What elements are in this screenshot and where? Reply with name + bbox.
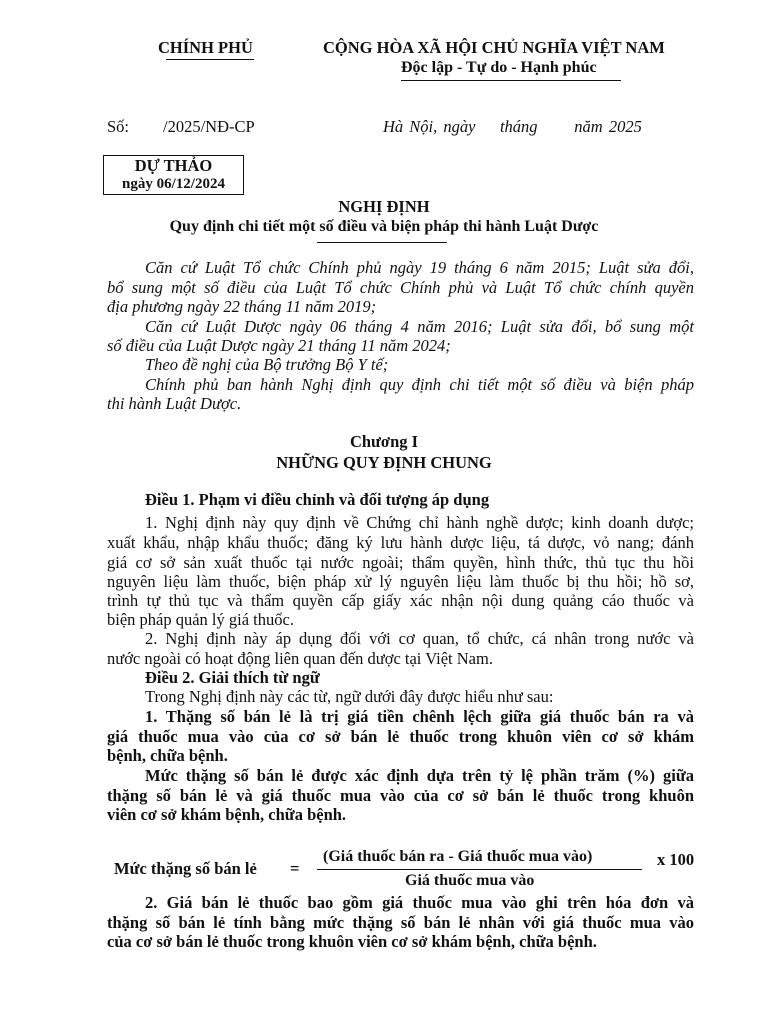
chapter-number: Chương I (349, 432, 419, 451)
draft-label: DỰ THẢO (134, 156, 213, 175)
draft-date: ngày 06/12/2024 (122, 176, 225, 192)
preamble-line: số điều của Luật Dược ngày 21 tháng 11 năm 2024; (107, 336, 451, 355)
document-number: /2025/NĐ-CP (163, 117, 255, 136)
article-line: xuất khẩu, nhập khẩu thuốc; đăng ký lưu hành dược liệu, tá dược, vỏ nang; đánh (107, 533, 694, 552)
article-line: 2. Nghị định này áp dụng đối với cơ quan, tổ chức, cá nhân trong nước và (145, 629, 694, 648)
definition-line: 1. Thặng số bán lẻ là trị giá tiền chênh lệch giữa giá thuốc bán ra và (145, 707, 694, 726)
definition-line: viên cơ sở khám bệnh, chữa bệnh. (107, 805, 347, 824)
national-title: CỘNG HÒA XÃ HỘI CHỦ NGHĨA VIỆT NAM (323, 38, 665, 57)
article-line: biện pháp quản lý giá thuốc. (107, 610, 294, 629)
preamble-line: thi hành Luật Dược. (107, 394, 242, 413)
article-line: nguyên liệu làm thuốc, biện pháp xử lý nguyên liệu làm thuốc bị thu hồi; hồ sơ, (107, 572, 694, 591)
chapter-title: NHỮNG QUY ĐỊNH CHUNG (276, 453, 492, 472)
preamble-line: Theo đề nghị của Bộ trưởng Bộ Y tế; (145, 355, 389, 374)
article-line: 1. Nghị định này quy định về Chứng chỉ hành nghề dược; kinh doanh dược; (145, 513, 694, 532)
preamble-line: địa phương ngày 22 tháng 11 năm 2019; (107, 297, 377, 316)
formula-equals: = (290, 859, 300, 878)
article-intro: Trong Nghị định này các từ, ngữ dưới đây được hiểu như sau: (145, 687, 554, 706)
preamble-line: Căn cứ Luật Tổ chức Chính phủ ngày 19 tháng 6 năm 2015; Luật sửa đổi, (145, 258, 694, 277)
formula-fraction-bar (317, 869, 642, 870)
formula-label: Mức thặng số bán lẻ (114, 859, 257, 878)
article-line: giá cơ sở sản xuất thuốc tại nước ngoài; thẩm quyền, hình thức, thủ tục thu hồi (107, 553, 694, 572)
preamble-line: bổ sung một số điều của Luật Tổ chức Chính phủ và Luật Tổ chức chính quyền (107, 278, 694, 297)
draft-stamp-box (103, 155, 244, 195)
article-line: nước ngoài có hoạt động liên quan đến dược tại Việt Nam. (107, 649, 493, 668)
agency-underline (166, 59, 254, 60)
definition-line: của cơ sở bán lẻ thuốc trong khuôn viên cơ sở khám bệnh, chữa bệnh. (107, 932, 597, 951)
definition-line: giá thuốc mua vào của cơ sở bán lẻ thuốc trong khuôn viên cơ sở khám (107, 727, 694, 746)
definition-line: 2. Giá bán lẻ thuốc bao gồm giá thuốc mua vào ghi trên hóa đơn và (145, 893, 694, 912)
article-heading: Điều 1. Phạm vi điều chỉnh và đối tượng áp dụng (145, 490, 490, 509)
definition-line: thặng số bán lẻ và giá thuốc mua vào của cơ sở bán lẻ thuốc trong khuôn (107, 786, 694, 805)
definition-line: bệnh, chữa bệnh. (107, 746, 228, 765)
place-date: Hà Nội, ngày tháng năm 2025 (383, 117, 642, 136)
formula-multiplier: x 100 (657, 850, 695, 869)
title-underline (317, 242, 447, 243)
motto-underline (401, 80, 621, 81)
article-line: trình tự thủ tục và thẩm quyền cấp giấy xác nhận nội dung quảng cáo thuốc và (107, 591, 694, 610)
national-motto: Độc lập - Tự do - Hạnh phúc (401, 59, 597, 76)
definition-line: thặng số bán lẻ tính bằng mức thặng số bán lẻ nhân với giá thuốc mua vào (107, 913, 694, 932)
document-number-label: Số: (107, 117, 130, 136)
document-title: Quy định chi tiết một số điều và biện pháp thi hành Luật Dược (169, 218, 599, 235)
article-heading: Điều 2. Giải thích từ ngữ (145, 668, 320, 687)
issuing-agency: CHÍNH PHỦ (158, 38, 253, 57)
formula-denominator: Giá thuốc mua vào (405, 872, 535, 889)
document-type: NGHỊ ĐỊNH (338, 197, 430, 216)
preamble-line: Chính phủ ban hành Nghị định quy định chi tiết một số điều và biện pháp (145, 375, 694, 394)
definition-line: Mức thặng số bán lẻ được xác định dựa trên tỷ lệ phần trăm (%) giữa (145, 766, 694, 785)
formula-numerator: (Giá thuốc bán ra - Giá thuốc mua vào) (323, 848, 593, 865)
preamble-line: Căn cứ Luật Dược ngày 06 tháng 4 năm 2016; Luật sửa đổi, bổ sung một (145, 317, 694, 336)
